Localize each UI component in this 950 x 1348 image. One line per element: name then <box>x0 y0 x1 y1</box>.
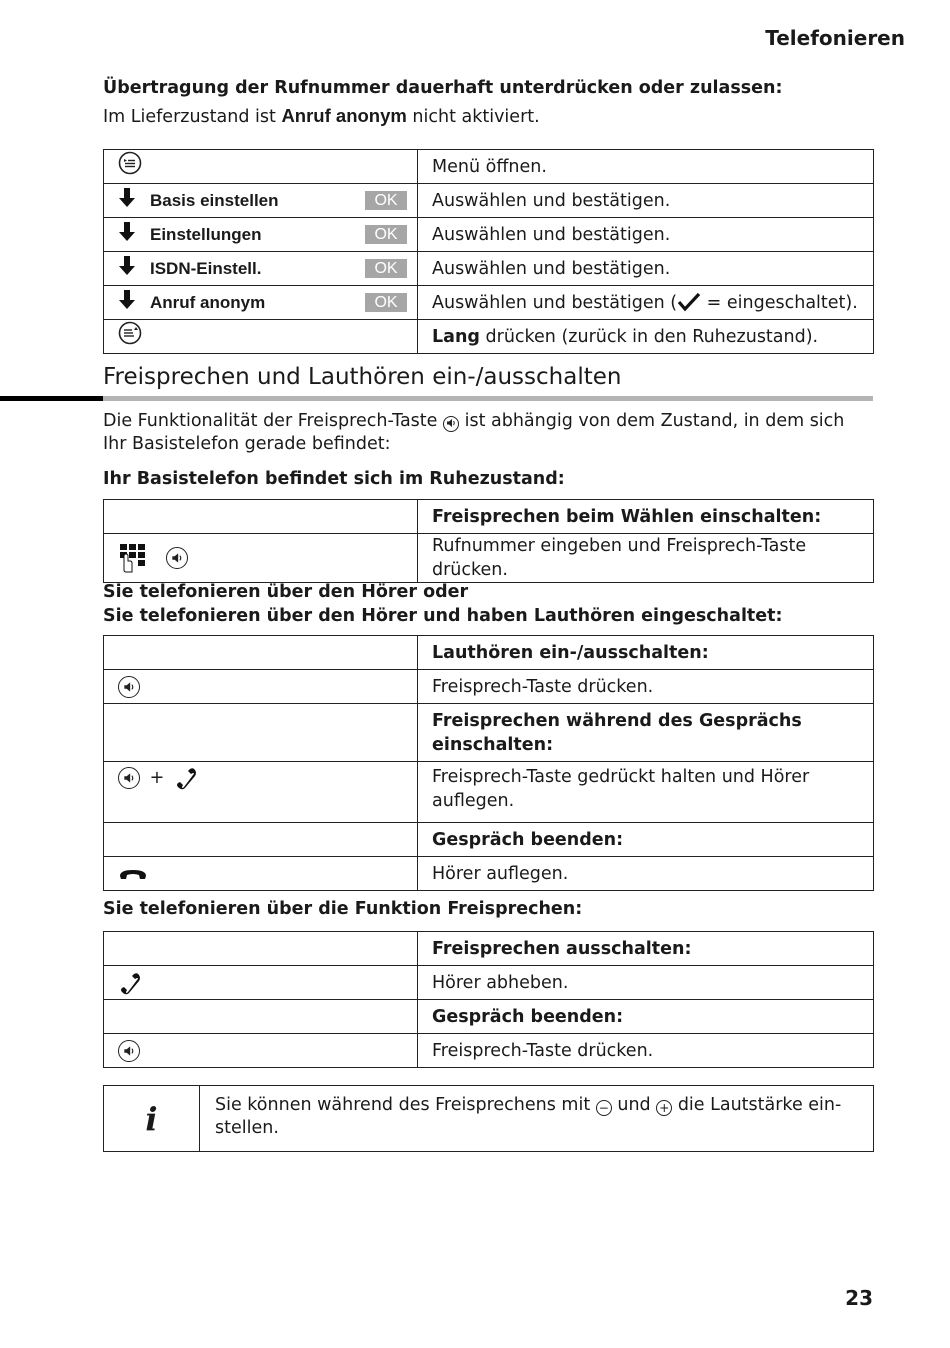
ok-button[interactable]: OK <box>365 191 407 210</box>
menu-steps-table <box>103 149 874 354</box>
plus-key-icon: + <box>656 1100 672 1116</box>
block1-heading: Übertragung der Rufnummer dauerhaft unterdrücken oder zulassen: <box>103 78 783 98</box>
section-intro <box>103 410 844 456</box>
checkmark-icon <box>677 293 701 313</box>
step-heading: Freisprechen beim Wählen einschalten: <box>418 500 874 534</box>
info-box <box>103 1085 874 1152</box>
arrow-down-icon <box>118 256 138 281</box>
action-bold: Lang <box>432 326 480 347</box>
step-heading: Freisprechen während des Gesprächs einschalten: <box>418 704 874 762</box>
table-row <box>104 636 874 670</box>
step-action: Auswählen und bestätigen. <box>418 252 874 286</box>
step-action: Freisprech-Taste drücken. <box>418 670 874 704</box>
table-row <box>104 218 874 252</box>
handset-lift-icon <box>118 973 144 993</box>
step-action: Rufnummer eingeben und Freisprech-Taste drücken. <box>418 534 874 583</box>
table-row <box>104 320 874 354</box>
section-rule <box>103 396 873 401</box>
plus-sign: + <box>149 768 165 788</box>
menu-item-label: Anruf anonym <box>150 292 266 312</box>
intro-text: ist abhängig von dem Zustand, in dem sich <box>464 411 845 431</box>
speaker-icon <box>166 547 188 569</box>
table-row <box>104 966 874 1000</box>
block2-heading: Ihr Basistelefon befindet sich im Ruhezustand: <box>103 469 565 489</box>
step-action: Freisprech-Taste drücken. <box>418 1034 874 1068</box>
ok-button[interactable]: OK <box>365 225 407 244</box>
block3-heading <box>103 580 783 628</box>
step-action <box>418 320 874 354</box>
step-heading: Freisprechen ausschalten: <box>418 932 874 966</box>
intro-prefix: Im Lieferzustand ist <box>103 107 276 127</box>
handset-steps-table <box>103 635 874 891</box>
action-text: drücken (zurück in den Ruhezustand). <box>479 326 819 347</box>
handset-lift-icon <box>174 768 200 788</box>
table-row <box>104 857 874 891</box>
intro-bold: Anruf anonym <box>281 105 407 126</box>
menu-item-label: Einstellungen <box>150 224 262 244</box>
table-row <box>104 150 874 184</box>
menu-item-label: ISDN-Einstell. <box>150 258 262 278</box>
table-row <box>104 1034 874 1068</box>
step-action: Freisprech-Taste gedrückt halten und Hörer auflegen. <box>418 762 874 823</box>
arrow-down-icon <box>118 222 138 247</box>
speaker-icon <box>118 1040 140 1062</box>
action-suffix: = eingeschaltet). <box>701 292 858 313</box>
step-action <box>418 286 874 320</box>
info-text-part: und <box>617 1095 651 1115</box>
handsfree-steps-table <box>103 931 874 1068</box>
block1-intro <box>103 105 540 127</box>
action-prefix: Auswählen und bestätigen ( <box>432 292 678 313</box>
speaker-icon <box>118 676 140 698</box>
section-rule-accent <box>0 396 103 401</box>
step-action: Auswählen und bestätigen. <box>418 218 874 252</box>
intro-suffix: nicht aktiviert. <box>412 107 540 127</box>
speaker-icon <box>118 767 140 789</box>
speaker-icon <box>443 416 459 432</box>
idle-steps-table <box>103 499 874 583</box>
arrow-down-icon <box>118 188 138 213</box>
table-row <box>104 534 874 583</box>
info-icon: i <box>104 1086 200 1151</box>
keypad-icon <box>118 548 158 568</box>
table-row <box>104 500 874 534</box>
page-number: 23 <box>845 1286 873 1310</box>
step-heading: Gespräch beenden: <box>418 1000 874 1034</box>
table-row <box>104 1000 874 1034</box>
heading-line: Sie telefonieren über den Hörer oder <box>103 582 469 602</box>
menu-open-icon <box>118 160 142 180</box>
arrow-down-icon <box>118 290 138 315</box>
step-action: Hörer abheben. <box>418 966 874 1000</box>
block4-heading: Sie telefonieren über die Funktion Freisprechen: <box>103 899 583 919</box>
step-heading: Gespräch beenden: <box>418 823 874 857</box>
step-action: Hörer auflegen. <box>418 857 874 891</box>
ok-button[interactable]: OK <box>365 259 407 278</box>
handset-hangup-icon <box>118 864 148 884</box>
step-action: Auswählen und bestätigen. <box>418 184 874 218</box>
table-row <box>104 704 874 762</box>
step-action: Menü öffnen. <box>418 150 874 184</box>
table-row <box>104 823 874 857</box>
ok-button[interactable]: OK <box>365 293 407 312</box>
section-title: Freisprechen und Lauthören ein-/ausschalten <box>103 364 622 390</box>
step-heading: Lauthören ein-/ausschalten: <box>418 636 874 670</box>
table-row <box>104 670 874 704</box>
menu-back-icon <box>118 330 142 350</box>
info-text <box>200 1086 873 1151</box>
info-text-part: die Lautstärke ein- <box>677 1095 842 1115</box>
menu-item-label: Basis einstellen <box>150 190 279 210</box>
intro-text: Ihr Basistelefon gerade befindet: <box>103 434 391 454</box>
info-text-part: stellen. <box>215 1118 279 1138</box>
info-text-part: Sie können während des Freisprechens mit <box>215 1095 591 1115</box>
heading-line: Sie telefonieren über den Hörer und haben Lauthören eingeschaltet: <box>103 606 783 626</box>
table-row <box>104 286 874 320</box>
intro-text: Die Funktionalität der Freisprech-Taste <box>103 411 438 431</box>
table-row <box>104 252 874 286</box>
header-title: Telefonieren <box>765 26 905 50</box>
table-row <box>104 184 874 218</box>
table-row <box>104 932 874 966</box>
table-row <box>104 762 874 823</box>
minus-key-icon: − <box>596 1100 612 1116</box>
